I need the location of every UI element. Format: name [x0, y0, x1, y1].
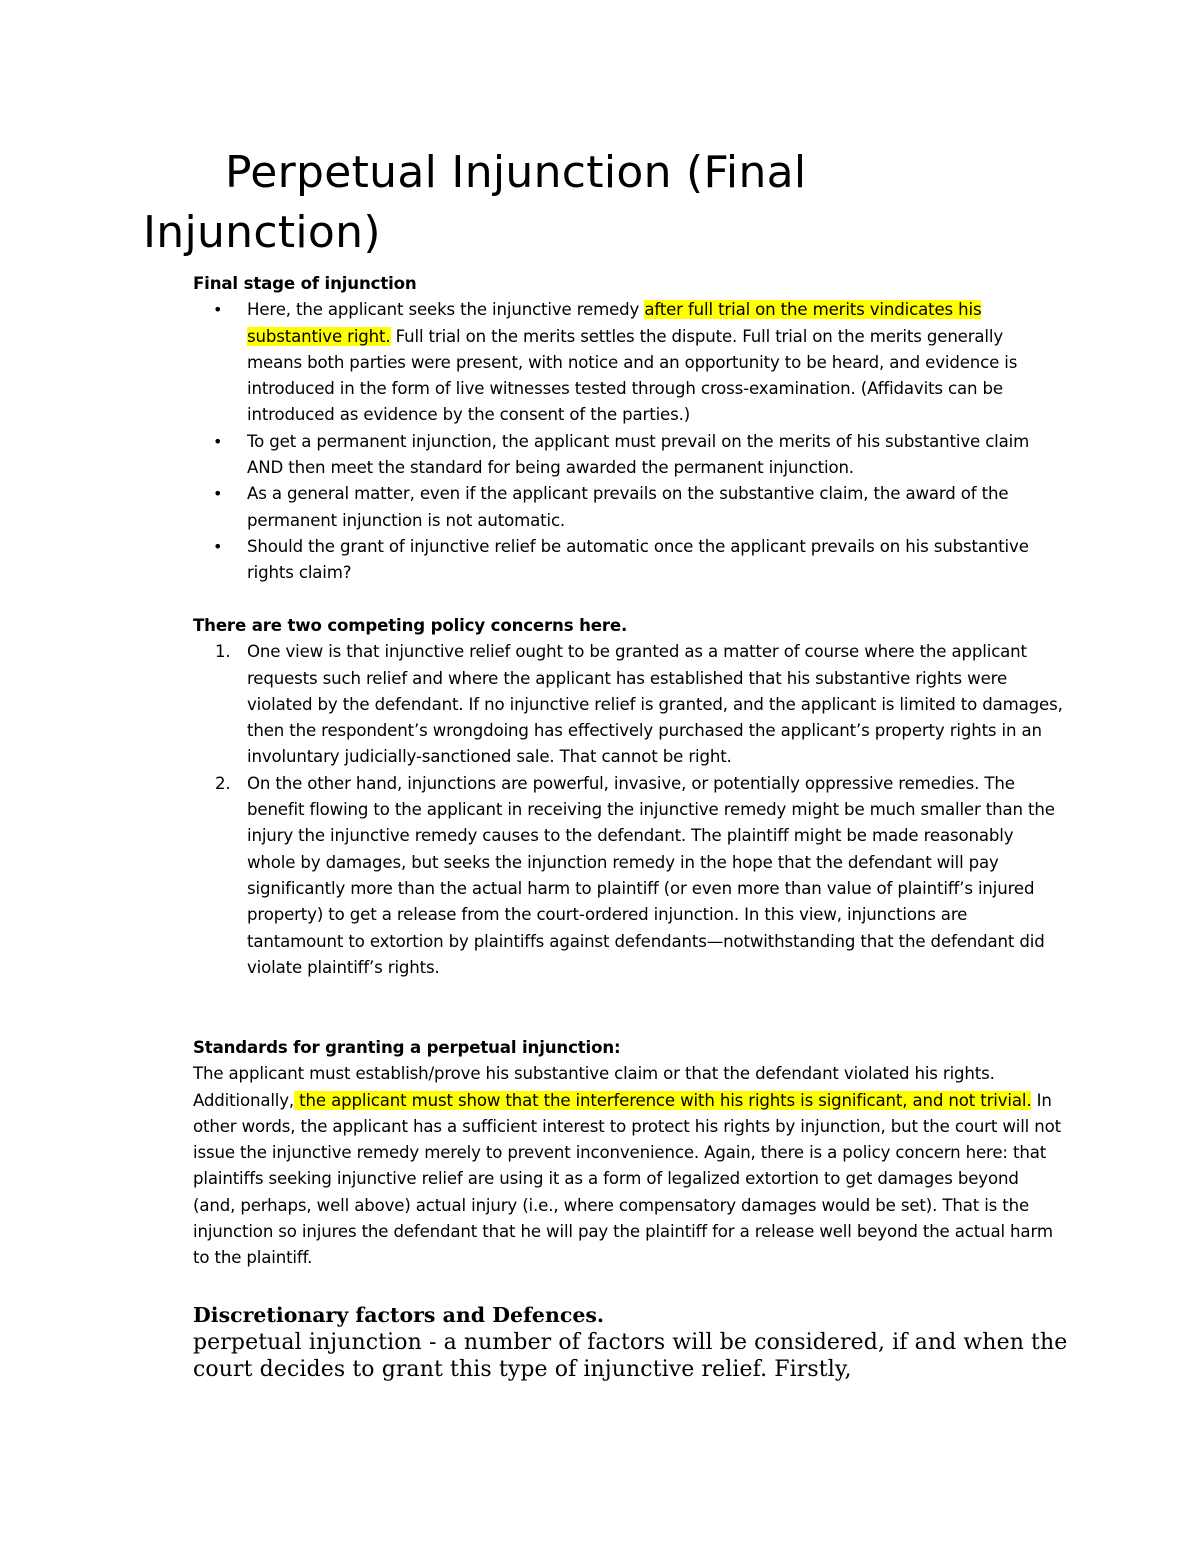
section-final-stage: [193, 271, 1063, 587]
highlighted-text: after full trial on the merits vindicates his substantive right.: [247, 300, 982, 346]
list-item: 2. On the other hand, injunctions are powerful, invasive, or potentially oppressive remedies. The benefit flowing to the applicant in receiving the injunctive remedy might be much smaller than the injury the injunctive remedy causes to the defendant. The plaintiff might be made reasonably whole by damages, but seeks the injunction remedy in the hope that the defendant will pay significantly more than the actual harm to plaintiff (or even more than value of plaintiff’s injured property) to get a release from the court-ordered injunction. In this view, injunctions are tantamount to extortion by plaintiffs against defendants—notwithstanding that the defendant did violate plaintiff’s rights.: [193, 771, 1063, 981]
bullet-icon: •: [213, 431, 223, 451]
numbered-list: [193, 639, 1063, 981]
paragraph-discretionary: perpetual injunction - a number of factors will be considered, if and when the court decides to grant this type of injunctive relief. Firstly,: [193, 1330, 1068, 1382]
bullet-icon: •: [213, 484, 223, 504]
list-item: • Should the grant of injunctive relief be automatic once the applicant prevails on his substantive rights claim?: [193, 534, 1063, 587]
highlighted-text: the applicant must show that the interference with his rights is significant, and not trivial.: [294, 1090, 1032, 1110]
paragraph: The applicant must establish/prove his substantive claim or that the defendant violated his rights. Additionally, the applicant must show that the interference with his rights is significant, and not trivial. In other words, the applicant has a sufficient interest to protect his rights by injunction, but the court will not issue the injunctive remedy merely to prevent inconvenience. Again, there is a policy concern here: that plaintiffs seeking injunctive relief are using it as a form of legalized extortion to get damages beyond (and, perhaps, well above) actual injury (i.e., where compensatory damages would be set). That is the injunction so injures the defendant that he will pay the plaintiff for a release well beyond the actual harm to the plaintiff.: [193, 1064, 1061, 1268]
bullet-icon: •: [213, 536, 223, 556]
section-heading: Final stage of injunction: [193, 274, 417, 293]
section-standards: [193, 1035, 1063, 1272]
section-heading-discretionary: Discretionary factors and Defences.: [193, 1303, 605, 1327]
bullet-list: [193, 297, 1063, 586]
section-heading: There are two competing policy concerns here.: [193, 616, 628, 635]
section-heading: Standards for granting a perpetual injunction:: [193, 1038, 621, 1057]
list-number: 2.: [215, 773, 231, 793]
list-item: 1. One view is that injunctive relief ought to be granted as a matter of course where the applicant requests such relief and where the applicant has established that his substantive rights were violated by the defendant. If no injunctive relief is granted, and the applicant is limited to damages, then the respondent’s wrongdoing has effectively purchased the applicant’s property rights in an involuntary judicially-sanctioned sale. That cannot be right.: [193, 639, 1063, 770]
document-title: Perpetual Injunction (Final Injunction): [143, 147, 807, 258]
list-item: • To get a permanent injunction, the applicant must prevail on the merits of his substantive claim AND then meet the standard for being awarded the permanent injunction.: [193, 429, 1063, 482]
list-number: 1.: [215, 642, 231, 662]
section-policy-concerns: [193, 613, 1063, 981]
list-item: • Here, the applicant seeks the injunctive remedy after full trial on the merits vindicates his substantive right. Full trial on the merits settles the dispute. Full trial on the merits generally means both parties were present, with notice and an opportunity to be heard, and evidence is introduced in the form of live witnesses tested through cross-examination. (Affidavits can be introduced as evidence by the consent of the parties.): [193, 297, 1063, 428]
list-item: • As a general matter, even if the applicant prevails on the substantive claim, the award of the permanent injunction is not automatic.: [193, 481, 1063, 534]
bullet-icon: •: [213, 300, 223, 320]
